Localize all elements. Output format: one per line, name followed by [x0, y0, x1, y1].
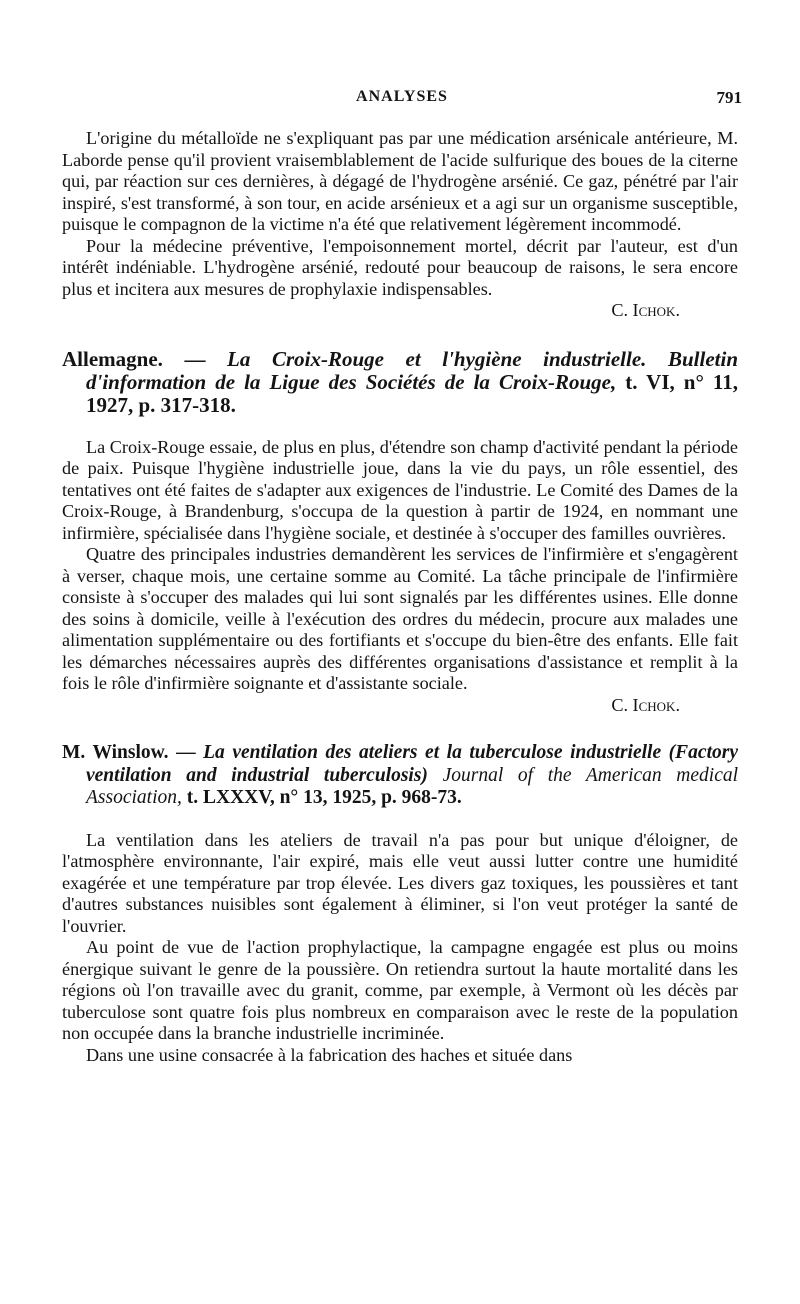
- review1-signature: C. Ichok.: [611, 300, 680, 320]
- review2-signature: C. Ichok.: [611, 694, 680, 715]
- review3-paragraph-2: Au point de vue de l'action prophylactique, la campagne engagée est plus ou moins énergique suivant le genre de la poussière. On retiendra surtout la haute mortalité dans les régions où l'on travaille avec du granit, comme, par exemple, à Vermont où les décès par tuberculose sont quatre fois plus nombreux en comparaison avec le reste de la population non occupée dans la branche industrielle incriminée.: [62, 937, 738, 1043]
- review3-paragraph-1: La ventilation dans les ateliers de travail n'a pas pour but unique d'éloigner, de l'atmosphère environnante, l'air expiré, mais elle veut aussi lutter contre une humidité exagérée et une température par trop élevée. Les divers gaz toxiques, les poussières et tant d'autres substances nuisibles sont également à éliminer, si l'on veut protéger la santé de l'ouvrier.: [62, 829, 738, 936]
- entry2-citation: t. LXXXV, n° 13, 1925, p. 968-73.: [186, 787, 462, 808]
- entry1-citation: t. VI, n° 11, 1927, p. 317-318.: [86, 369, 738, 417]
- page-body: [62, 128, 738, 1066]
- page-number: 791: [716, 88, 742, 107]
- running-title: ANALYSES: [356, 88, 448, 105]
- entry1-author: Allemagne. —: [62, 346, 206, 371]
- review1-paragraph-2-text: Pour la médecine préventive, l'empoisonnement mortel, décrit par l'auteur, est d'un intérêt indéniable. L'hydrogène arsénié, redouté pour beaucoup de raisons, le sera encore plus et incitera aux mesures de prophylaxie indispensables.: [62, 235, 738, 299]
- entry2-subtitle: (Factory ventilation and industrial tuberculosis): [86, 742, 738, 786]
- bibliographic-entry-2: [62, 742, 738, 810]
- review2-paragraph-1: La Croix-Rouge essaie, de plus en plus, d'étendre son champ d'activité pendant la période de paix. Puisque l'hygiène industrielle joue, dans la vie du pays, un rôle essentiel, des tentatives ont été faites de s'adapter aux exigences de l'industrie. Le Comité des Dames de la Croix-Rouge, à Brandenburg, s'occupa de la question à partir de 1924, en nommant une infirmière, spécialisée dans l'hygiène sociale, et destinée à s'occuper des familles ouvrières.: [62, 436, 738, 543]
- page-header: [62, 88, 742, 114]
- review2-paragraph-2-text: Quatre des principales industries demandèrent les services de l'infirmière et s'engagèrent à verser, chaque mois, une certaine somme au Comité. La tâche principale de l'infirmière consiste à s'occuper des malades qui lui sont signalés par les différentes usines. Elle donne des soins à domicile, veille à l'exécution des ordres du médecin, procure aux malades une alimentation supplémentaire ou des fortifiants et s'occupe du bien-être des enfants. Elle fait les démarches nécessaires auprès des différentes organisations d'assistance et remplit à la fois le rôle d'infirmière soignante et d'assistante sociale.: [62, 544, 738, 693]
- bibliographic-entry-1: [62, 348, 738, 417]
- review1-paragraph-2: [62, 236, 738, 322]
- entry1-title: La Croix-Rouge et l'hygiène industrielle. Bulletin d'information de la Ligue des Sociétés de la Croix-Rouge,: [86, 346, 738, 394]
- entry2-title: La ventilation des ateliers et la tuberculose industrielle: [203, 742, 662, 763]
- review2-paragraph-2: [62, 544, 738, 716]
- review1-paragraph-1: L'origine du métalloïde ne s'expliquant pas par une médication arsénicale antérieure, M. Laborde pense qu'il provient vraisemblablement de l'acide sulfurique des boues de la citerne qui, par réaction sur ces dernières, à dégagé de l'hydrogène arsénié. Ce gaz, pénétré par l'air inspiré, s'est transformé, à son tour, en acide arsénieux et a agi sur un organisme susceptible, puisque le compagnon de la victime n'a été que relativement légèrement incommodé.: [62, 128, 738, 234]
- review3-paragraph-3: Dans une usine consacrée à la fabrication des haches et située dans: [86, 1044, 573, 1065]
- entry2-journal: Journal of the American medical Association,: [86, 764, 739, 808]
- entry2-author: M. Winslow. —: [62, 742, 196, 763]
